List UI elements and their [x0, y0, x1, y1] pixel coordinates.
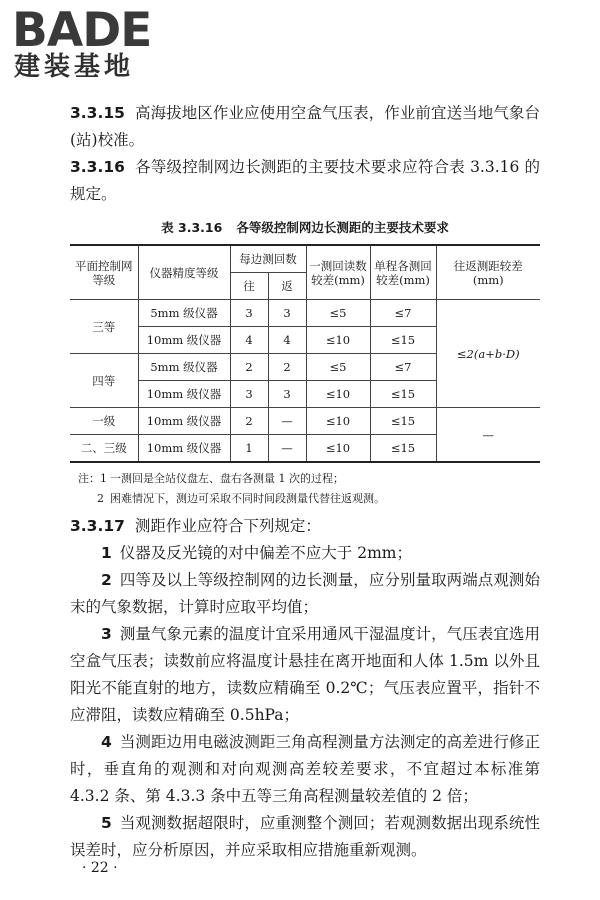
list-item: [70, 540, 540, 567]
note-number: 1: [100, 472, 107, 485]
item-text: 测量气象元素的温度计宜采用通风干湿温度计，气压表宜选用空盒气压表；读数前应将温度计悬挂在离开地面和人体 1.5m 以外且阳光不能直射的地方，读数应精确至 0.2℃；气压表应置平，指针不应滞阻，读数应精确至 0.5hPa；: [70, 625, 540, 724]
cell-grade: 二、三级: [70, 435, 138, 463]
cell-grade: 一级: [70, 408, 138, 435]
cell-one-round: ≤10: [306, 435, 370, 463]
section-number: 3.3.15: [70, 104, 125, 122]
cell-backward: —: [268, 435, 306, 463]
note-number: 2: [97, 492, 104, 505]
bade-logo-mark: [12, 6, 180, 50]
section-text: 测距作业应符合下列规定：: [134, 517, 321, 535]
cell-one-round: ≤10: [306, 408, 370, 435]
logo-brand-text: BADE: [12, 6, 152, 50]
cell-backward: 3: [268, 381, 306, 408]
site-logo: [12, 6, 182, 84]
cell-single-round: ≤15: [370, 408, 436, 435]
cell-instrument: 10mm 级仪器: [138, 381, 230, 408]
cell-one-round: ≤5: [306, 300, 370, 327]
cell-forward: 3: [230, 300, 268, 327]
item-number: 1: [101, 544, 112, 562]
cell-grade: 四等: [70, 354, 138, 408]
section-3-3-16: [70, 154, 540, 208]
table-row: [70, 408, 540, 435]
list-item: [70, 810, 540, 864]
item-number: 4: [101, 733, 112, 751]
list-item: [70, 729, 540, 810]
note-text: 困难情况下，测边可采取不同时间段测量代替往返观测。: [110, 492, 385, 505]
header-forward: 往: [230, 273, 268, 300]
item-text: 当测距边用电磁波测距三角高程测量方法测定的高差进行修正时，垂直角的观测和对向观测高差较差要求，不宜超过本标准第 4.3.2 条、第 4.3.3 条中五等三角高程测量较差值的 2 倍；: [70, 733, 540, 805]
cell-one-round: ≤10: [306, 381, 370, 408]
cell-instrument: 5mm 级仪器: [138, 354, 230, 381]
cell-one-round: ≤5: [306, 354, 370, 381]
cell-forward: 4: [230, 327, 268, 354]
section-3-3-15: [70, 100, 540, 154]
cell-single-round: ≤15: [370, 327, 436, 354]
cell-forward: 2: [230, 354, 268, 381]
cell-one-round: ≤10: [306, 327, 370, 354]
table-title-text: 各等级控制网边长测距的主要技术要求: [236, 220, 449, 235]
cell-instrument: 5mm 级仪器: [138, 300, 230, 327]
section-text: 各等级控制网边长测距的主要技术要求应符合表 3.3.16 的规定。: [70, 158, 540, 203]
table-number: 表 3.3.16: [161, 220, 223, 235]
cell-single-round: ≤7: [370, 300, 436, 327]
section-text: 高海拔地区作业应使用空盒气压表，作业前宜送当地气象台(站)校准。: [70, 104, 540, 149]
list-item: [70, 567, 540, 621]
header-round-trip: 往返测距较差(mm): [436, 245, 540, 300]
item-number: 3: [101, 625, 112, 643]
cell-forward: 3: [230, 381, 268, 408]
cell-single-round: ≤15: [370, 435, 436, 463]
cell-instrument: 10mm 级仪器: [138, 327, 230, 354]
cell-backward: —: [268, 408, 306, 435]
spec-table: [70, 244, 540, 463]
table-notes: [70, 469, 540, 509]
document-body: [70, 100, 540, 864]
cell-single-round: ≤7: [370, 354, 436, 381]
page-number: · 22 ·: [82, 860, 118, 876]
header-per-side: 每边测回数: [230, 245, 306, 273]
section-number: 3.3.17: [70, 517, 125, 535]
table-title: [70, 218, 540, 236]
item-text: 仪器及反光镜的对中偏差不应大于 2mm；: [119, 544, 412, 562]
item-number: 2: [101, 571, 112, 589]
cell-backward: 2: [268, 354, 306, 381]
note-2: [78, 489, 540, 509]
cell-round-trip-none: —: [436, 408, 540, 463]
note-label: 注：: [78, 472, 100, 485]
header-instrument: 仪器精度等级: [138, 245, 230, 300]
cell-instrument: 10mm 级仪器: [138, 408, 230, 435]
note-text: 一测回是全站仪盘左、盘右各测量 1 次的过程；: [110, 472, 344, 485]
cell-instrument: 10mm 级仪器: [138, 435, 230, 463]
table-row: [70, 300, 540, 327]
cell-round-trip-formula: ≤2(a+b·D): [436, 300, 540, 408]
cell-backward: 4: [268, 327, 306, 354]
header-single-round: 单程各测回较差(mm): [370, 245, 436, 300]
cell-forward: 2: [230, 408, 268, 435]
item-text: 四等及以上等级控制网的边长测量，应分别量取两端点观测始末的气象数据，计算时应取平均值；: [70, 571, 540, 616]
logo-subtitle: 建装基地: [14, 52, 135, 82]
header-one-round: 一测回读数较差(mm): [306, 245, 370, 300]
cell-single-round: ≤15: [370, 381, 436, 408]
cell-grade: 三等: [70, 300, 138, 354]
cell-forward: 1: [230, 435, 268, 463]
item-text: 当观测数据超限时，应重测整个测回；若观测数据出现系统性误差时，应分析原因，并应采取相应措施重新观测。: [70, 814, 540, 859]
cell-backward: 3: [268, 300, 306, 327]
note-1: [78, 469, 540, 489]
section-number: 3.3.16: [70, 158, 125, 176]
list-item: [70, 621, 540, 729]
header-backward: 返: [268, 273, 306, 300]
section-3-3-17: [70, 513, 540, 540]
table-header-row: [70, 245, 540, 273]
item-number: 5: [101, 814, 112, 832]
header-grade: 平面控制网等级: [70, 245, 138, 300]
